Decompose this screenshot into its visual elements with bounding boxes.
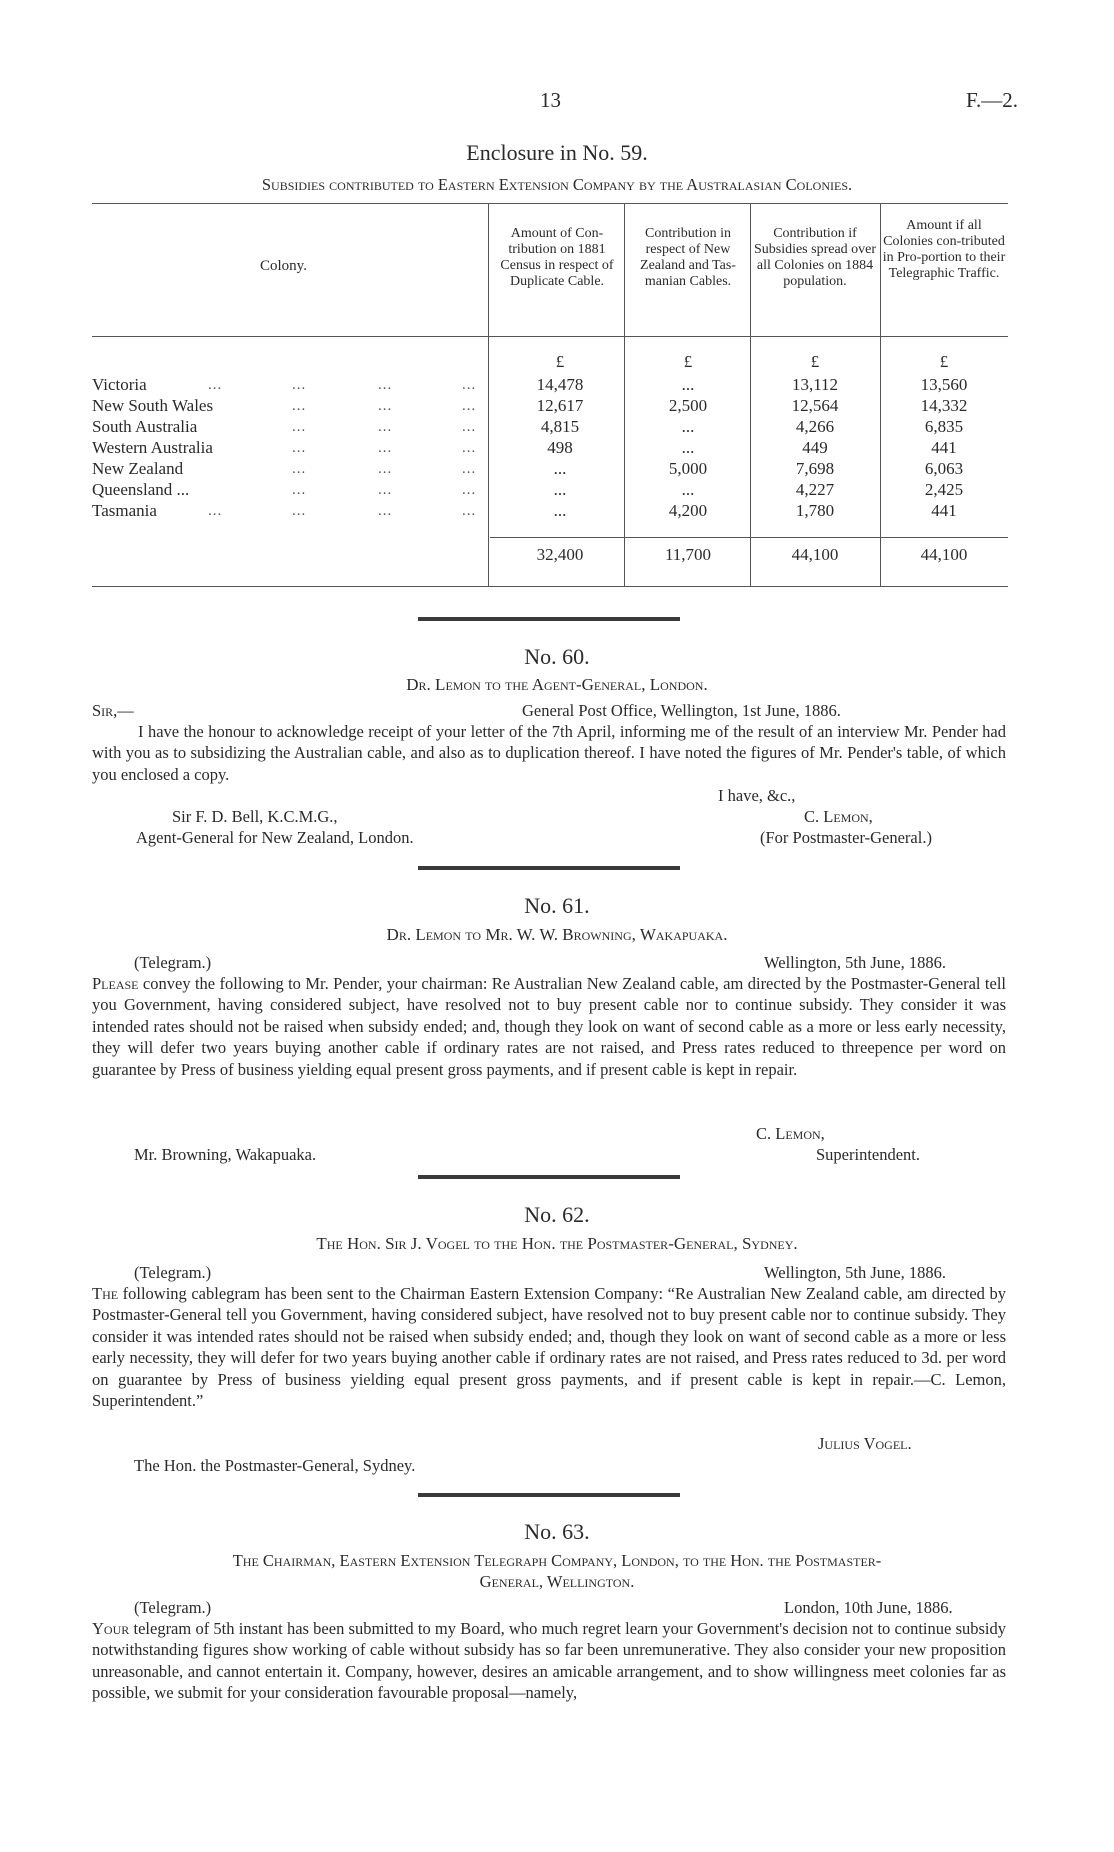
leader-dots: ...: [378, 377, 393, 393]
column-header-1881-census: Amount of Con-tribution on 1881 Census in respect of Duplicate Cable.: [500, 226, 614, 289]
total-col4: 44,100: [920, 545, 968, 564]
no63-body-lead: Your: [92, 1619, 130, 1638]
row-value-col4: 14,332: [920, 396, 968, 415]
leader-dots: ...: [462, 503, 477, 519]
row-value-col2: 5,000: [668, 459, 708, 478]
row-value-col1: 4,815: [540, 417, 580, 436]
no63-type: (Telegram.): [134, 1598, 212, 1617]
leader-dots: ...: [462, 398, 477, 414]
section-divider: [418, 1493, 680, 1497]
no62-place-date: Wellington, 5th June, 1886.: [764, 1263, 946, 1282]
total-col2: 11,700: [664, 545, 712, 564]
table-header-rule: [92, 336, 1008, 337]
leader-dots: ...: [378, 398, 393, 414]
row-colony: Victoria: [92, 375, 147, 394]
leader-dots: ...: [462, 440, 477, 456]
leader-dots: ...: [378, 482, 393, 498]
row-value-col4: 6,063: [924, 459, 964, 478]
currency-marker-col1: £: [555, 352, 565, 371]
totals-rule: [490, 537, 1008, 538]
column-header-nz-tasmanian: Contribution in respect of New Zealand and Tas-manian Cables.: [640, 226, 736, 289]
leader-dots: ...: [462, 482, 477, 498]
no60-place-date: General Post Office, Wellington, 1st June, 1886.: [522, 701, 841, 720]
leader-dots: ...: [292, 482, 307, 498]
section-divider: [418, 1175, 680, 1179]
column-divider-4: [880, 204, 881, 586]
row-value-col4: 441: [931, 501, 957, 520]
leader-dots: ...: [292, 419, 307, 435]
leader-dots: ...: [378, 419, 393, 435]
no60-from-to: Dr. Lemon to the Agent-General, London.: [406, 675, 708, 694]
section-divider: [418, 866, 680, 870]
leader-dots: ...: [208, 377, 223, 393]
row-value-col4: 441: [931, 438, 957, 457]
no60-body: [92, 721, 1006, 785]
no62-from-to: The Hon. Sir J. Vogel to the Hon. the Postmaster-General, Sydney.: [316, 1234, 798, 1253]
currency-marker-col2: £: [683, 352, 693, 371]
row-value-col3: 449: [802, 438, 828, 457]
page-number: 13: [540, 88, 561, 112]
no61-title: No. 61.: [524, 893, 590, 918]
currency-marker-col4: £: [939, 352, 949, 371]
no61-body: [92, 973, 1006, 1080]
no61-addressee: Mr. Browning, Wakapuaka.: [134, 1145, 317, 1164]
no61-signature: C. Lemon,: [756, 1124, 825, 1143]
row-value-col2: ...: [681, 417, 695, 436]
no62-body: [92, 1283, 1006, 1411]
row-value-col2: 2,500: [668, 396, 708, 415]
total-col3: 44,100: [791, 545, 839, 564]
leader-dots: ...: [292, 398, 307, 414]
column-divider-2: [624, 204, 625, 586]
row-value-col3: 12,564: [791, 396, 839, 415]
section-divider: [418, 617, 680, 621]
no61-signature-role: Superintendent.: [816, 1145, 921, 1164]
row-colony: New Zealand: [92, 459, 184, 478]
row-colony: South Australia: [92, 417, 198, 436]
no60-body-text: I have the honour to acknowledge receipt of your letter of the 7th April, informing me of the result of an interview Mr. Pender had with you as to subsidizing the Australian cable, and also as to duplication thereof. I have noted the figures of Mr. Pender's table, of which you enclosed a copy.: [92, 722, 1006, 784]
leader-dots: ...: [292, 503, 307, 519]
leader-dots: ...: [462, 461, 477, 477]
row-colony: Queensland ...: [92, 480, 190, 499]
no62-title: No. 62.: [524, 1202, 590, 1227]
leader-dots: ...: [292, 440, 307, 456]
no63-body: [92, 1618, 1006, 1704]
no63-from-to-line1: The Chairman, Eastern Extension Telegraph Company, London, to the Hon. the Postmaster-: [232, 1551, 882, 1570]
no61-body-text: convey the following to Mr. Pender, your chairman: Re Australian New Zealand cable, am directed by the Postmaster-General tell you Government, having considered subject, have resolved not to buy present cable nor to continue subsidy. They consider it was intended rates should not be raised when subsidy ended; and, though they look on want of second cable as a more or less early necessity, they will defer two years buying another cable if ordinary rates are not raised, and Press rates reduced to threepence per word on guarantee by Press of business yielding equal present gross payments, and if present cable is kept in repair.: [92, 974, 1006, 1079]
row-value-col1: ...: [553, 480, 567, 499]
no60-title: No. 60.: [524, 644, 590, 669]
no61-body-lead: Please: [92, 974, 139, 993]
row-value-col1: 14,478: [536, 375, 584, 394]
no60-closing: I have, &c.,: [718, 786, 796, 805]
no60-signature: C. Lemon,: [804, 807, 873, 826]
row-value-col2: ...: [681, 480, 695, 499]
row-value-col4: 2,425: [924, 480, 964, 499]
row-colony: New South Wales: [92, 396, 214, 415]
row-value-col3: 4,227: [795, 480, 835, 499]
leader-dots: ...: [292, 461, 307, 477]
leader-dots: ...: [378, 461, 393, 477]
no63-place-date: London, 10th June, 1886.: [784, 1598, 953, 1617]
leader-dots: ...: [378, 440, 393, 456]
no60-signature-role: (For Postmaster-General.): [760, 828, 932, 847]
column-header-1884-population: Contribution if Subsidies spread over all Colonies on 1884 population.: [753, 226, 877, 289]
row-colony: Western Australia: [92, 438, 213, 457]
row-value-col4: 6,835: [924, 417, 964, 436]
row-value-col1: ...: [553, 459, 567, 478]
document-reference: F.—2.: [966, 88, 1018, 112]
no61-type: (Telegram.): [134, 953, 212, 972]
no62-signature: Julius Vogel.: [818, 1434, 912, 1453]
enclosure-subtitle: Subsidies contributed to Eastern Extension Company by the Australasian Colonies.: [261, 175, 853, 194]
table-bottom-rule: [92, 586, 1008, 587]
row-value-col3: 4,266: [795, 417, 835, 436]
column-header-telegraphic-traffic: Amount if all Colonies con-tributed in Pro-portion to their Telegraphic Traffic.: [882, 218, 1006, 281]
column-divider-3: [750, 204, 751, 586]
leader-dots: ...: [292, 377, 307, 393]
row-value-col1: 498: [547, 438, 573, 457]
no61-place-date: Wellington, 5th June, 1886.: [764, 953, 946, 972]
leader-dots: ...: [208, 503, 223, 519]
no63-from-to-line2: General, Wellington.: [479, 1572, 635, 1591]
total-col1: 32,400: [536, 545, 584, 564]
table-top-rule: [92, 203, 1008, 204]
column-header-colony: Colony.: [260, 258, 307, 274]
column-divider-1: [488, 204, 489, 586]
no63-body-text: telegram of 5th instant has been submitted to my Board, who much regret learn your Government's decision not to continue subsidy notwithstanding figures show working of cable without subsidy has so far been unremunerative. They also consider your new proposition unreasonable, and cannot entertain it. Company, however, desires an amicable arrangement, and to show willingness meet colonies far as possible, we submit for your consideration favourable proposal—namely,: [92, 1619, 1006, 1703]
row-value-col2: 4,200: [668, 501, 708, 520]
leader-dots: ...: [462, 419, 477, 435]
row-value-col3: 1,780: [795, 501, 835, 520]
no61-from-to: Dr. Lemon to Mr. W. W. Browning, Wakapuaka.: [386, 925, 728, 944]
row-colony: Tasmania: [92, 501, 157, 520]
row-value-col3: 7,698: [795, 459, 835, 478]
leader-dots: ...: [378, 503, 393, 519]
row-value-col4: 13,560: [920, 375, 968, 394]
no60-salutation: Sir,—: [92, 701, 134, 720]
leader-dots: ...: [462, 377, 477, 393]
row-value-col3: 13,112: [791, 375, 839, 394]
no63-title: No. 63.: [524, 1519, 590, 1544]
no62-addressee: The Hon. the Postmaster-General, Sydney.: [134, 1456, 416, 1475]
no60-addressee-title: Agent-General for New Zealand, London.: [136, 828, 414, 847]
row-value-col1: ...: [553, 501, 567, 520]
currency-marker-col3: £: [810, 352, 820, 371]
no60-addressee-name: Sir F. D. Bell, K.C.M.G.,: [172, 807, 338, 826]
row-value-col1: 12,617: [536, 396, 584, 415]
enclosure-title: Enclosure in No. 59.: [466, 140, 648, 165]
row-value-col2: ...: [681, 438, 695, 457]
no62-body-text: following cablegram has been sent to the Chairman Eastern Extension Company: “Re Australian New Zealand cable, am directed by Postmaster-General tell you Government, having considered subject, have resolved not to buy present cable nor to continue subsidy. They consider it was intended rates should not be raised when subsidy ended; and, though they look on want of second cable as a more or less early necessity, they will defer for two years buying another cable if ordinary rates are not raised, and Press rates reduced to 3d. per word on guarantee by Press of business yielding equal present gross payments, and if present cable is kept in repair.—C. Lemon, Superintendent.”: [92, 1284, 1006, 1411]
no62-body-lead: The: [92, 1284, 119, 1303]
row-value-col2: ...: [681, 375, 695, 394]
no62-type: (Telegram.): [134, 1263, 212, 1282]
